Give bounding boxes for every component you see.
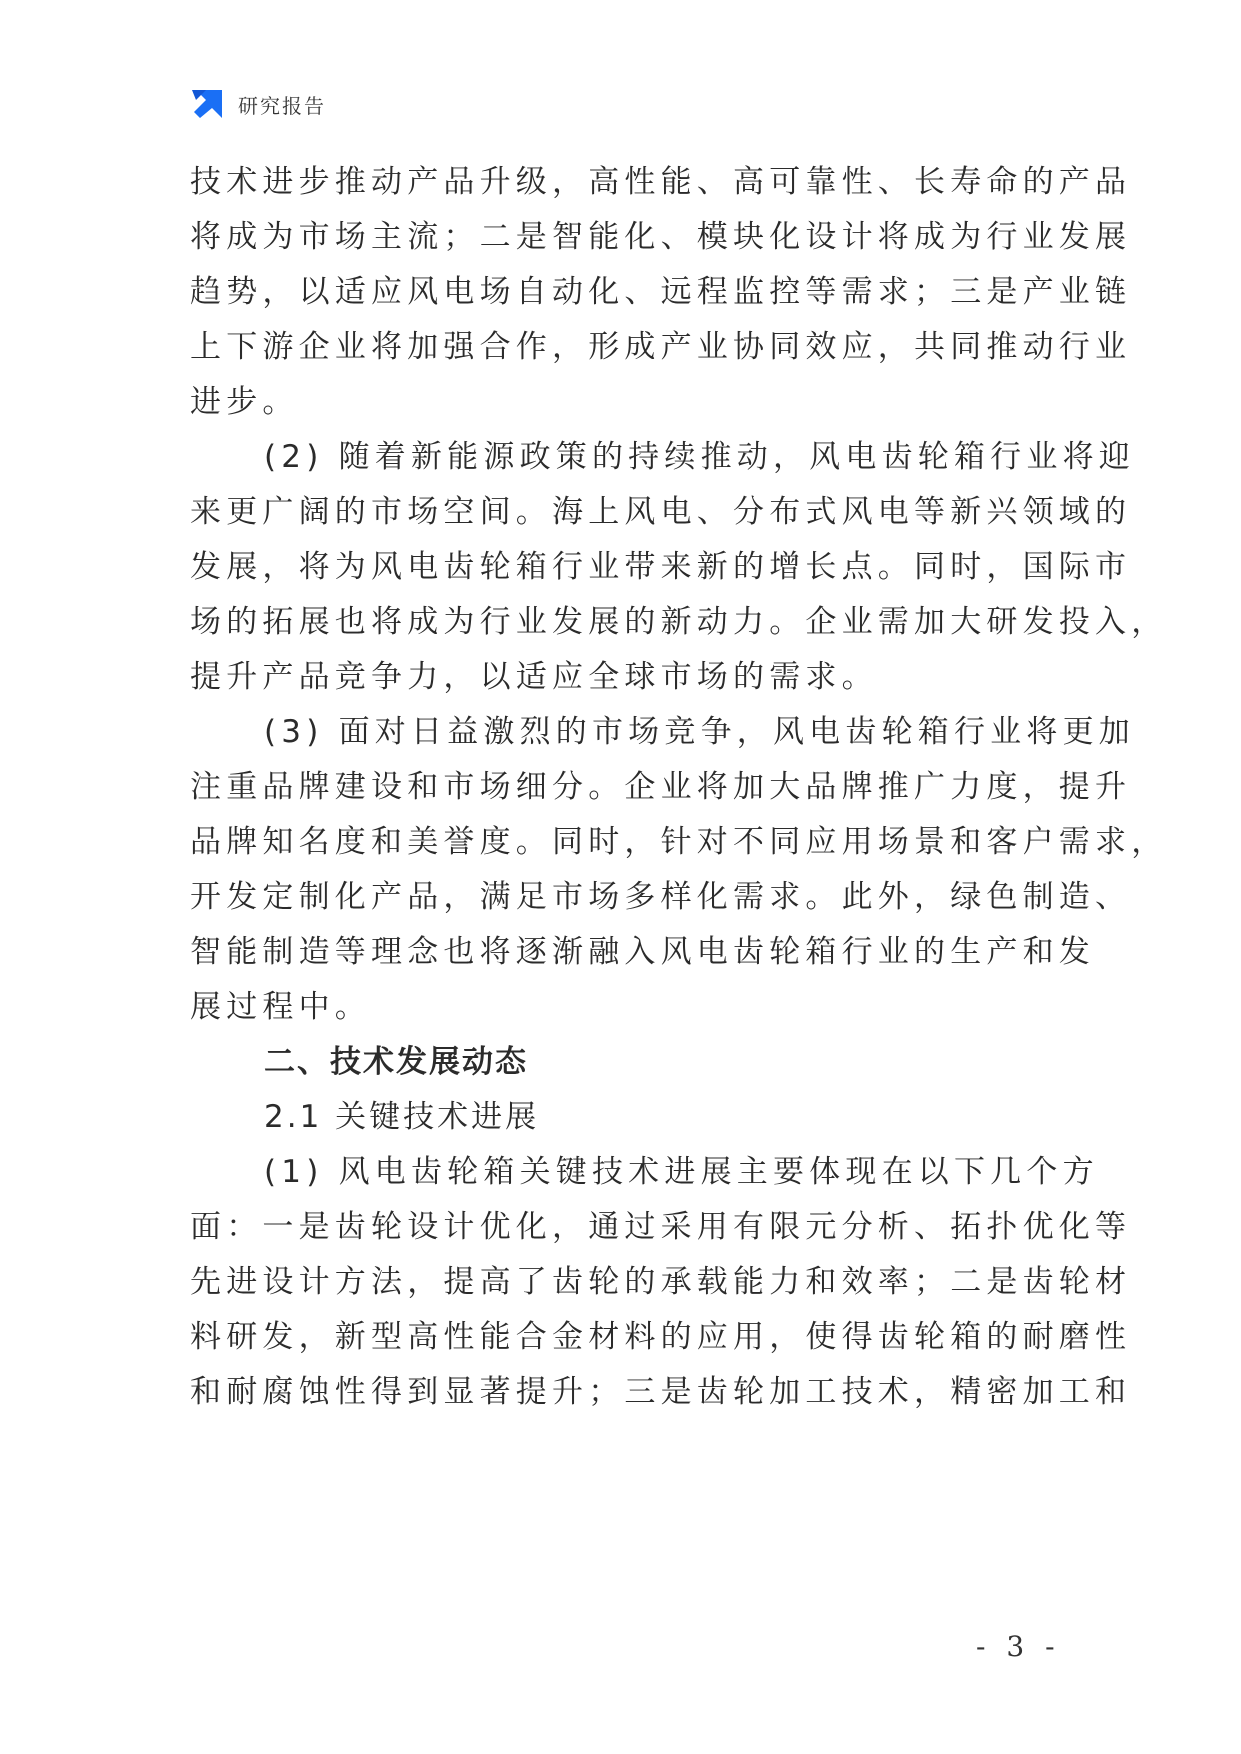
page-number: - 3 -: [976, 1630, 1061, 1663]
paragraph-line: 技术进步推动产品升级，高性能、高可靠性、长寿命的产品: [190, 164, 1132, 200]
paragraph-line: 智能制造等理念也将逐渐融入风电齿轮箱行业的生产和发: [190, 934, 1095, 970]
header-title: 研究报告: [238, 93, 326, 118]
paragraph-line: 料研发，新型高性能合金材料的应用，使得齿轮箱的耐磨性: [190, 1319, 1132, 1355]
paragraph-line: 和耐腐蚀性得到显著提升；三是齿轮加工技术，精密加工和: [190, 1374, 1132, 1410]
paragraph-line: (2) 随着新能源政策的持续推动，风电齿轮箱行业将迎: [264, 439, 1135, 475]
paragraph-line: (3) 面对日益激烈的市场竞争，风电齿轮箱行业将更加: [264, 714, 1135, 750]
paragraph-line: 进步。: [190, 384, 299, 420]
paragraph-line: 来更广阔的市场空间。海上风电、分布式风电等新兴领域的: [190, 494, 1132, 530]
paragraph-line: 先进设计方法，提高了齿轮的承载能力和效率；二是齿轮材: [190, 1264, 1132, 1300]
paragraph-line: 开发定制化产品，满足市场多样化需求。此外，绿色制造、: [190, 879, 1132, 915]
subsection-heading: 2.1 关键技术进展: [264, 1099, 540, 1135]
paragraph-line: 场的拓展也将成为行业发展的新动力。企业需加大研发投入，: [190, 604, 1168, 640]
section-heading: 二、技术发展动态: [264, 1044, 528, 1080]
paragraph-line: 品牌知名度和美誉度。同时，针对不同应用场景和客户需求，: [190, 824, 1168, 860]
arrow-up-right-icon: [190, 88, 224, 120]
paragraph-line: 发展，将为风电齿轮箱行业带来新的增长点。同时，国际市: [190, 549, 1132, 585]
paragraph-line: 展过程中。: [190, 989, 371, 1025]
paragraph-line: 注重品牌建设和市场细分。企业将加大品牌推广力度，提升: [190, 769, 1132, 805]
paragraph-line: 将成为市场主流；二是智能化、模块化设计将成为行业发展: [190, 219, 1132, 255]
paragraph-line: 面：一是齿轮设计优化，通过采用有限元分析、拓扑优化等: [190, 1209, 1132, 1245]
paragraph-line: 上下游企业将加强合作，形成产业协同效应，共同推动行业: [190, 329, 1132, 365]
page-header: [190, 88, 326, 120]
paragraph-line: (1) 风电齿轮箱关键技术进展主要体现在以下几个方: [264, 1154, 1099, 1190]
paragraph-line: 提升产品竞争力，以适应全球市场的需求。: [190, 659, 878, 695]
paragraph-line: 趋势，以适应风电场自动化、远程监控等需求；三是产业链: [190, 274, 1132, 310]
